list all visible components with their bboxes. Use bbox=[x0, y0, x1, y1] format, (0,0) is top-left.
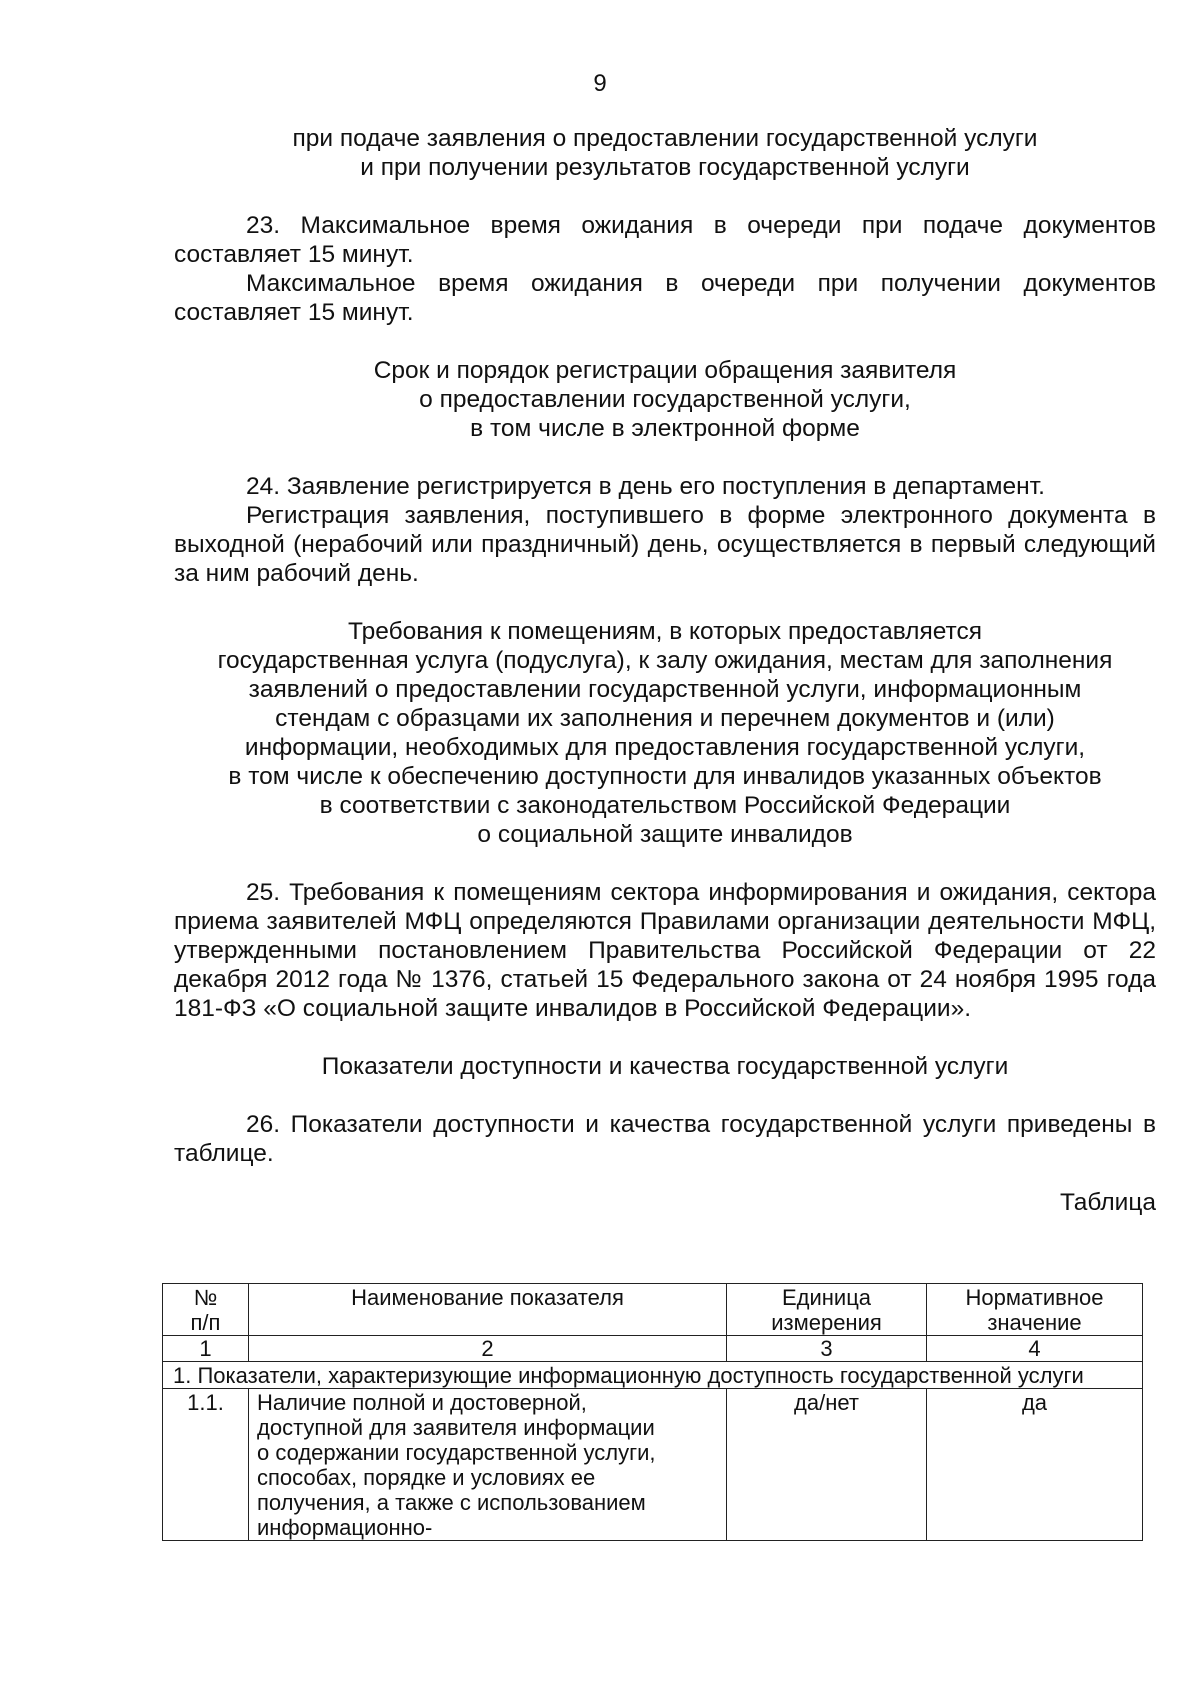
column-number: 1 bbox=[163, 1336, 249, 1362]
heading-line: в том числе к обеспечению доступности для инвалидов указанных объектов bbox=[228, 763, 1102, 790]
heading-line: о социальной защите инвалидов bbox=[477, 821, 853, 848]
header-num: № п/п bbox=[163, 1284, 249, 1336]
paragraph-24-electronic: Регистрация заявления, поступившего в форме электронного документа в выходной (нерабочий или праздничный) день, осуществляется в первый следующий за ним рабочий день. bbox=[174, 502, 1156, 587]
heading-line: о предоставлении государственной услуги, bbox=[419, 386, 911, 413]
section-1-title: 1. Показатели, характеризующие информационную доступность государственной услуги bbox=[163, 1362, 1143, 1389]
table-row bbox=[163, 1389, 1143, 1541]
document-body bbox=[174, 124, 1156, 1217]
header-name: Наименование показателя bbox=[249, 1284, 727, 1336]
heading-line: Срок и порядок регистрации обращения заявителя bbox=[373, 357, 957, 384]
heading-indicators: Показатели доступности и качества государственной услуги bbox=[321, 1053, 1009, 1080]
row-num: 1.1. bbox=[163, 1389, 249, 1541]
paragraph-26-indicators: 26. Показатели доступности и качества государственной услуги приведены в таблице. bbox=[174, 1111, 1156, 1167]
column-number: 2 bbox=[249, 1336, 727, 1362]
heading-line: в том числе в электронной форме bbox=[470, 415, 860, 442]
column-number: 4 bbox=[927, 1336, 1143, 1362]
heading-line: в соответствии с законодательством Российской Федерации bbox=[319, 792, 1011, 819]
page-number: 9 bbox=[593, 70, 607, 97]
header-unit: Единица измерения bbox=[727, 1284, 927, 1336]
table-label: Таблица bbox=[1059, 1189, 1156, 1216]
heading-waiting-time bbox=[174, 124, 1156, 182]
heading-line: при подаче заявления о предоставлении государственной услуги bbox=[292, 125, 1038, 152]
table-section-row bbox=[163, 1362, 1143, 1389]
table-column-numbers-row bbox=[163, 1336, 1143, 1362]
table-header-row bbox=[163, 1284, 1143, 1336]
indicators-table bbox=[162, 1283, 1143, 1541]
heading-line: и при получении результатов государственной услуги bbox=[360, 154, 970, 181]
paragraph-24-registration-day: 24. Заявление регистрируется в день его поступления в департамент. bbox=[246, 473, 1045, 500]
heading-line: информации, необходимых для предоставления государственной услуги, bbox=[244, 734, 1086, 761]
heading-line: государственная услуга (подуслуга), к залу ожидания, местам для заполнения bbox=[217, 647, 1113, 674]
heading-line: стендам с образцами их заполнения и перечнем документов и (или) bbox=[275, 705, 1055, 732]
column-number: 3 bbox=[727, 1336, 927, 1362]
heading-line: Требования к помещениям, в которых предоставляется bbox=[348, 618, 982, 645]
heading-premises-requirements bbox=[174, 617, 1156, 849]
row-unit: да/нет bbox=[727, 1389, 927, 1541]
row-norm: да bbox=[927, 1389, 1143, 1541]
header-norm: Нормативное значение bbox=[927, 1284, 1143, 1336]
paragraph-23-submission: 23. Максимальное время ожидания в очереди при подаче документов составляет 15 минут. bbox=[174, 212, 1156, 268]
paragraph-25-premises: 25. Требования к помещениям сектора информирования и ожидания, сектора приема заявителей МФЦ определяются Правилами организации деятельности МФЦ, утвержденными постановлением Правительства Российской Федерации от 22 декабря 2012 года № 1376, статьей 15 Федерального закона от 24 ноября 1995 года 181-ФЗ «О социальной защите инвалидов в Российской Федерации». bbox=[174, 879, 1156, 1022]
row-indicator-name: Наличие полной и достоверной, доступной для заявителя информации о содержании государственной услуги, способах, порядке и условиях ее получения, а также с использованием информационно- bbox=[249, 1389, 727, 1541]
heading-registration bbox=[174, 356, 1156, 443]
paragraph-23-receipt: Максимальное время ожидания в очереди при получении документов составляет 15 минут. bbox=[174, 270, 1156, 326]
heading-line: заявлений о предоставлении государственной услуги, информационным bbox=[248, 676, 1082, 703]
